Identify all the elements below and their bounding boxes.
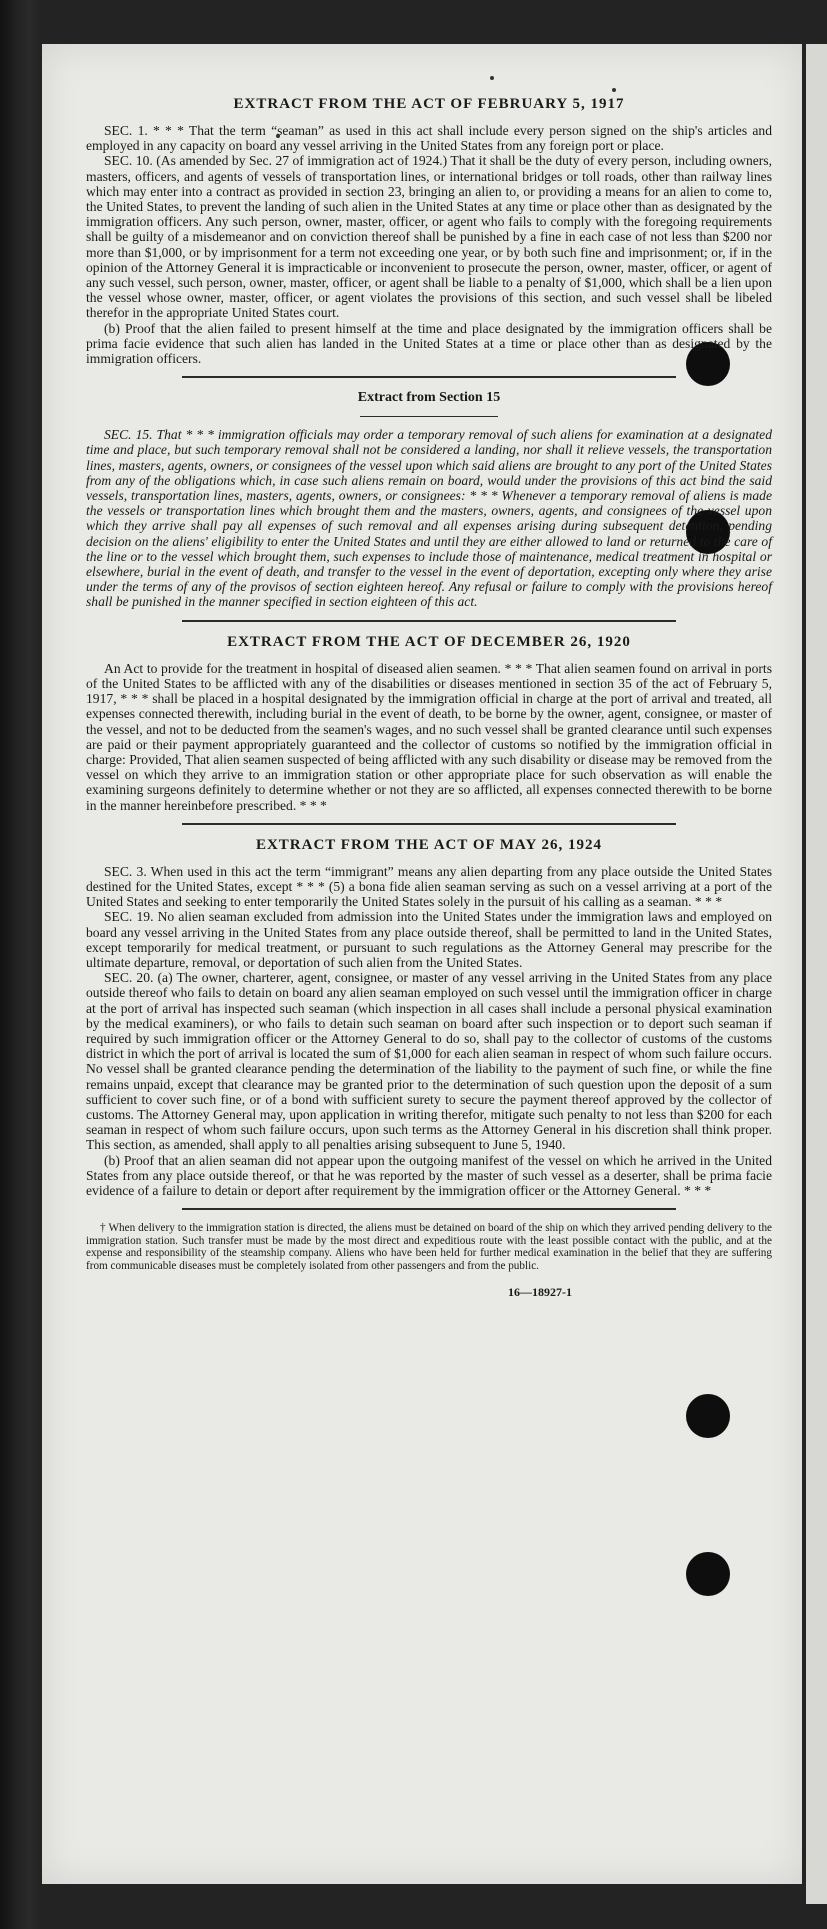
punch-hole bbox=[686, 1552, 730, 1596]
heading-section-15: Extract from Section 15 bbox=[357, 390, 501, 406]
adjacent-page-edge bbox=[806, 44, 827, 1904]
act-1920-text: An Act to provide for the treatment in hospital of diseased alien seamen. * * * That alien seamen found on arrival in ports of the United States to be afflicted with any of the disabilities or diseases mentioned in section 35 of the act of February 5, 1917, * * * shall be placed in a hospital designated by the immigration official in charge at the port of arrival and treated, all expenses connected therewith, including burial in the event of death, to be borne by the owner, agent, consignee, or master of the vessel, and not to be deducted from the seamen's wages, and no such vessel shall be granted clearance until such expenses are paid or their payment appropriately guaranteed and the collector of customs so notified by the immigration official in charge: Provided, That alien seamen suspected of being afflicted with any such disability or disease may be removed from the vessel on which they arrive to an immigration station or other appropriate place for such observation as will enable the examining surgeons definitely to determine whether or not they are so afflicted, all expenses connected therewith to be borne in the manner hereinbefore prescribed. * * * bbox=[86, 660, 772, 813]
divider bbox=[182, 1208, 676, 1210]
scan-speck bbox=[490, 76, 494, 80]
divider-short bbox=[360, 416, 497, 417]
section-10-text: SEC. 10. (As amended by Sec. 27 of immigration act of 1924.) That it shall be the duty of every person, including owners, masters, officers, and agents of vessels of transportation lines, or international bridges or toll roads, other than railway lines which may enter into a contract as provided in section 23, bringing an alien to, or providing a means for an alien to come to, the United States, to prevent the landing of such alien in the United States at any time or place other than as designated by the immigration officers. Any such person, owner, master, officer, or agent who fails to comply with the foregoing requirements shall be guilty of a misdemeanor and on conviction thereof shall be punished by a fine in each case of not less than $200 nor more than $1,000, or by imprisonment for a term not exceeding one year, or by both such fine and imprisonment; or, if in the opinion of the Attorney General it is impracticable or inconvenient to prosecute the person, owner, master, officer, or agent of any such vessel, such person, owner, master, officer, or agent shall be liable to a penalty of $1,000, which shall be a lien upon the vessel whose owner, master, officer, or agent violates the provisions of this section, and such vessel shall be libeled therefor in the appropriate United States court. bbox=[86, 153, 772, 321]
heading-act-1924: EXTRACT FROM THE ACT OF MAY 26, 1924 bbox=[255, 836, 603, 853]
heading-act-1917: EXTRACT FROM THE ACT OF FEBRUARY 5, 1917 bbox=[233, 96, 625, 112]
scan-speck bbox=[612, 88, 616, 92]
section-20b-text: (b) Proof that an alien seaman did not appear upon the outgoing manifest of the vessel on which he arrived in the United States from any place outside thereof, or that he was reported by the master of such vessel as a deserter, shall be prima facie evidence of a failure to detain or deport after requirement by the immigration officer or the Attorney General. * * * bbox=[86, 1152, 772, 1198]
section-15-text: SEC. 15. That * * * immigration officials may order a temporary removal of such aliens for examination at a designated time and place, but such temporary removal shall not be considered a landing, nor shall it relieve vessels, the transportation lines, masters, agents, owners, or consignees of the vessel upon which said aliens are brought to any port of the United States from any of the obligations which, in case such aliens remain on board, would under the provisions of this act bind the said vessels, transportation lines, masters, agents, owners, or consignees: * * * Whenever a temporary removal of aliens is made the vessels or transportation lines which brought them and the masters, owners, agents, and consignees of the vessel upon which they arrive shall pay all expenses of such removal and all expenses arising during subsequent detention, pending decision on the aliens' eligibility to enter the United States and until they are either allowed to land or returned to the care of the line or to the vessel which brought them, such expenses to include those of maintenance, medical treatment in hospital or elsewhere, burial in the event of death, and transfer to the vessel in the event of deportation, excepting only where they arise under the terms of any of the provisos of section eighteen hereof. Any refusal or failure to comply with the provisions hereof shall be punished in the manner specified in section eighteen of this act. bbox=[86, 427, 772, 610]
section-1-text: SEC. 1. * * * That the term “seaman” as used in this act shall include every person signed on the ship's articles and employed in any capacity on board any vessel arriving in the United States from any foreign port or place. bbox=[86, 123, 772, 154]
section-3-text: SEC. 3. When used in this act the term “immigrant” means any alien departing from any place outside the United States destined for the United States, except * * * (5) a bona fide alien seaman serving as such on a vessel arriving at a port of the United States and seeking to enter temporarily the United States solely in the pursuit of his calling as a seaman. * * * bbox=[86, 863, 772, 910]
footnote: † When delivery to the immigration station is directed, the aliens must be detained on board of the ship on which they arrived pending delivery to the immigration station. Such transfer must be made by the most direct and expeditious route with the least possible contact with the public, and at the expense and responsibility of the steamship company. Aliens who have been held for further medical examination in the belief that they are suffering from communicable diseases must be completely isolated from other passengers and from the public. bbox=[86, 1222, 772, 1272]
section-10b-text: (b) Proof that the alien failed to present himself at the time and place designated by the immigration officers shall be prima facie evidence that such alien has landed in the United States at a time or place other than as designated by the immigration officers. bbox=[86, 320, 772, 367]
heading-act-1920: EXTRACT FROM THE ACT OF DECEMBER 26, 1920 bbox=[227, 633, 631, 650]
punch-hole bbox=[686, 1394, 730, 1438]
divider bbox=[182, 823, 676, 825]
divider bbox=[182, 376, 676, 378]
section-19-text: SEC. 19. No alien seaman excluded from admission into the United States under the immigration laws and employed on board any vessel arriving in the United States from any place outside thereof, shall be permitted to land in the United States, except temporarily for medical treatment, or pursuant to such regulations as the Attorney General may prescribe for the ultimate departure, removal, or deportation of such alien from the United States. bbox=[86, 909, 772, 970]
form-number: 16—18927-1 bbox=[508, 1284, 572, 1299]
section-20a-text: SEC. 20. (a) The owner, charterer, agent, consignee, or master of any vessel arriving in the United States from any place outside thereof who fails to detain on board any alien seaman employed on such vessel until the immigration officer in charge at the port of arrival has inspected such seaman (which inspection in all cases shall include a personal physical examination by the medical examiners), or who fails to detain such seaman on board after such inspection or to deport such seaman if required by such immigration officer or the Attorney General to do so, shall pay to the collector of customs of the customs district in which the port of arrival is located the sum of $1,000 for each alien seaman in respect of whom such failure occurs. No vessel shall be granted clearance pending the determination of the liability to the payment of such fine, or while the fine remains unpaid, except that clearance may be granted prior to the determination of such question upon the deposit of a sum sufficient to cover such fine, or of a bond with sufficient surety to secure the payment thereof approved by the collector of customs. The Attorney General may, upon application in writing therefor, mitigate such penalty to not less than $200 for each seaman in respect of whom such failure occurs, upon such terms as the Attorney General in his discretion shall think proper. This section, as amended, shall apply to all penalties arising subsequent to June 5, 1940. bbox=[86, 970, 772, 1153]
document-body bbox=[86, 96, 772, 1300]
divider bbox=[182, 620, 676, 622]
